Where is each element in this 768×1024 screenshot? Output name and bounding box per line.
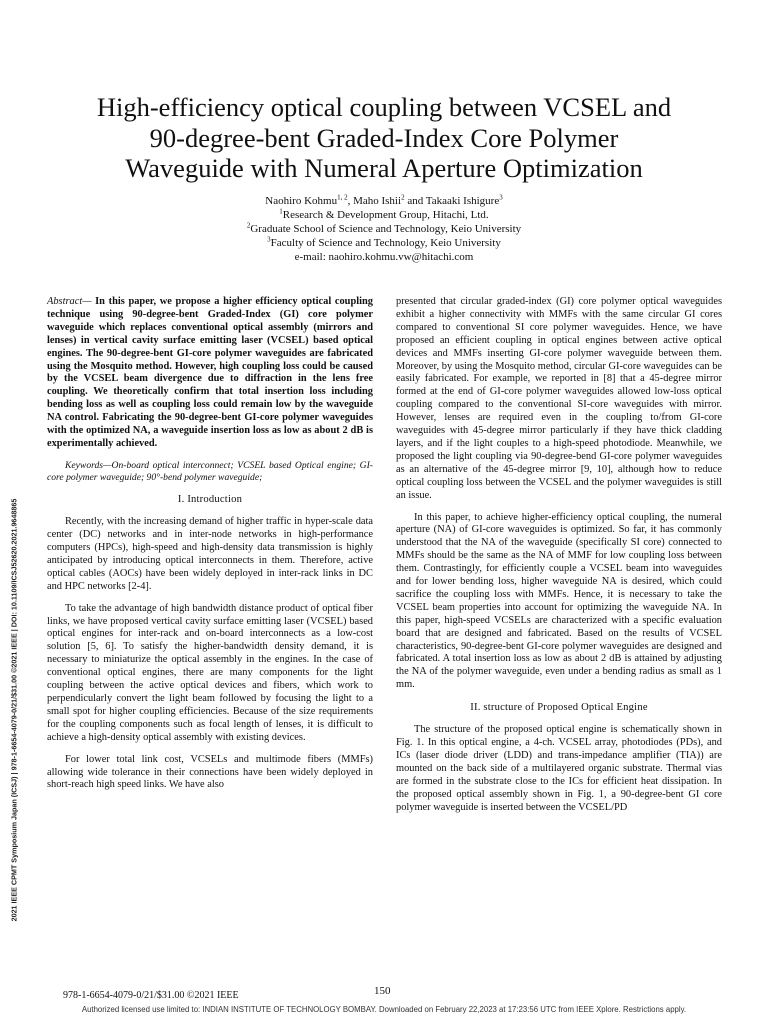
section-heading-structure: II. structure of Proposed Optical Engine xyxy=(470,702,648,714)
aff1-text: Research & Development Group, Hitachi, Ltd. xyxy=(282,209,489,221)
author-name-3: and Takaaki Ishigure xyxy=(404,195,500,207)
aff3-text: Faculty of Science and Technology, Keio University xyxy=(270,237,501,249)
structure-paragraph-1: The structure of the proposed optical engine is schematically shown in Fig. 1. In this optical engine, a 4-ch. VCSEL array, photodiodes (PDs), and ICs (laser diode driver (LDD) and trans-impedance amplifier (TIA)) are mounted on the back side of a multilayered organic substrate. Thermal vias are formed in the substrate close to the ICs for efficient heat dissipation. In the proposed optical assembly shown in Fig. 1, a 90-degree-bent GI core polymer waveguide is inserted between the VCSEL/PD xyxy=(396,724,722,813)
page-number: 150 xyxy=(374,985,391,997)
intro-paragraph-1: Recently, with the increasing demand of higher traffic in hyper-scale data center (DC) networks and in inter-node networks in high-performance computers (HPCs), high-speed and high-density data transmission is highly anticipated by introducing optical interconnects in them. Therefore, active optical cables (AOCs) have been widely deployed in inter-rack links in DC and HPC networks [2-4]. xyxy=(47,516,373,592)
author-sup-2: 2 xyxy=(401,193,405,202)
abstract-text: In this paper, we propose a higher efficiency optical coupling technique using 90-degree-bent Graded-Index (GI) core polymer waveguide which replaces conventional optical assembly (mirrors and lenses) in vertical cavity surface emitting laser (VCSEL) based optical engines. The 90-degree-bent GI-core polymer waveguides are fabricated using the Mosquito method. However, high coupling loss could be caused by the VCSEL beam divergence due to diffraction in the lens free coupling. We theoretically confirm that total insertion loss including bending loss as well as coupling loss could remain low by the waveguide NA control. Fabricating the 90-degree-bent GI-core polymer waveguides with the optimized NA, a waveguide insertion loss as low as about 2 dB is experimentally achieved. xyxy=(47,296,373,449)
intro-paragraph-2: To take the advantage of high bandwidth distance product of optical fiber links, we have proposed vertical cavity surface emitting laser (VCSEL) based optical engines for inter-rack and on-board interconnects as a low-cost solution [5, 6]. To satisfy the higher-bandwidth density demand, it is necessary to miniaturize the optical assembly in the engines. In the case of conventional optical engines, there are many components for the light coupling between the active optical devices and fibers, which work to perpendicularly convert the light beam followed by focusing the light to a small spot for higher coupling efficiencies. Because of the size requirements for the coupling components such as focal length of lenses, it is difficult to achieve a high-density optical assembly with existing devices. xyxy=(47,602,373,743)
sidebar-text: 2021 IEEE CPMT Symposium Japan (ICSJ) | 978-1-6654-4079-0/21/$31.00 ©2021 IEEE | DOI: 10.1109/ICSJ52620.2021.9648865 xyxy=(9,498,19,922)
intro-paragraph-3: For lower total link cost, VCSELs and multimode fibers (MMFs) allowing wide tolerance in their connections have been widely deployed in short-reach high speed links. We have also xyxy=(47,753,373,791)
author-name-2: , Maho Ishii xyxy=(347,195,402,207)
affiliation-3 xyxy=(150,236,618,250)
footer-copyright: 978-1-6654-4079-0/21/$31.00 ©2021 IEEE xyxy=(63,990,239,1001)
title-line-2: 90-degree-bent Graded-Index Core Polymer xyxy=(149,122,619,153)
author-names xyxy=(150,194,618,208)
left-column xyxy=(47,296,373,801)
author-block xyxy=(150,194,618,264)
affiliation-2 xyxy=(150,222,618,236)
aff1-sup: 1 xyxy=(279,207,283,216)
author-sup-3: 3 xyxy=(499,193,503,202)
author-name-1: Naohiro Kohmu xyxy=(265,195,338,207)
aff2-sup: 2 xyxy=(246,221,251,230)
aff2-text: Graduate School of Science and Technology, Keio University xyxy=(250,223,522,235)
abstract-lead: Abstract— xyxy=(47,296,92,307)
section-heading-introduction: I. Introduction xyxy=(177,494,243,506)
affiliation-1 xyxy=(150,208,618,222)
paper-title xyxy=(20,92,748,184)
abstract xyxy=(47,296,373,451)
license-notice: Authorized licensed use limited to: INDIAN INSTITUTE OF TECHNOLOGY BOMBAY. Downloaded on February 22,2023 at 17:23:56 UTC from IEEE Xplore. Restrictions apply. xyxy=(81,1005,687,1014)
right-column xyxy=(396,296,722,823)
right-paragraph-1: presented that circular graded-index (GI) core polymer optical waveguides exhibit a higher connectivity with MMFs with the same circular GI cores compared to conventional SI core polymer waveguides. Hence, we have proposed an efficient coupling in optical engines between active optical devices and MMFs inserting GI-core polymer waveguide between them. Moreover, by using the Mosquito method, circular GI-core waveguides can be easily fabricated. For example, we reported in [8] that a 45-degree mirror formed at the end of GI-core polymer waveguides allowed low-loss optical coupling compared to the conventional SI-core waveguides with mirror. However, lenses are required even in the coupling to/from GI-core waveguides with 45-degree mirror particularly if they have thick cladding layers, and if the light couples to a high-speed photodiode. Meanwhile, we proposed the light coupling via 90-degree-bend GI-core polymer waveguides as an alternative of the 45-degree mirror [9, 10], although how to reduce optical coupling loss between the VCSEL and the polymer waveguides is still an issue. xyxy=(396,296,722,501)
keywords: Keywords—On-board optical interconnect; VCSEL based Optical engine; GI-core polymer waveguide; 90°-bend polymer waveguide; xyxy=(47,459,373,484)
author-sup-1: 1, 2 xyxy=(337,193,348,202)
title-line-3: Waveguide with Numeral Aperture Optimization xyxy=(125,153,643,183)
right-paragraph-2: In this paper, to achieve higher-efficiency optical coupling, the numeral aperture (NA) of GI-core waveguides is optimized. So far, it has commonly understood that the NA of the waveguide (specifically SI core) connected to MMFs should be the same as the NA of MMF for low coupling loss between them. Contrastingly, for efficiently couple a VCSEL beam into waveguides and for lower bending loss, higher waveguide NA is desired, which could sacrifice the coupling loss with MMFs. Hence, it is necessary to take the VCSEL beam properties into account for optimizing the waveguide NA. In this paper, high-speed VCSELs are characterized with a specific evaluation board that are designed and fabricated. Based on the results of VCSEL characteristics, 90-degree-bent GI-core polymer waveguides are designed and fabricated. A total insertion loss as low as about 2 dB is attained by adjusting the NA of the polymer waveguide, even under a bending radius as small as 1 mm. xyxy=(396,511,722,691)
title-line-1: High-efficiency optical coupling between VCSEL and xyxy=(96,92,672,122)
aff3-sup: 3 xyxy=(267,235,271,244)
author-email: e-mail: naohiro.kohmu.vw@hitachi.com xyxy=(294,251,474,263)
doi-sidebar xyxy=(2,440,26,980)
